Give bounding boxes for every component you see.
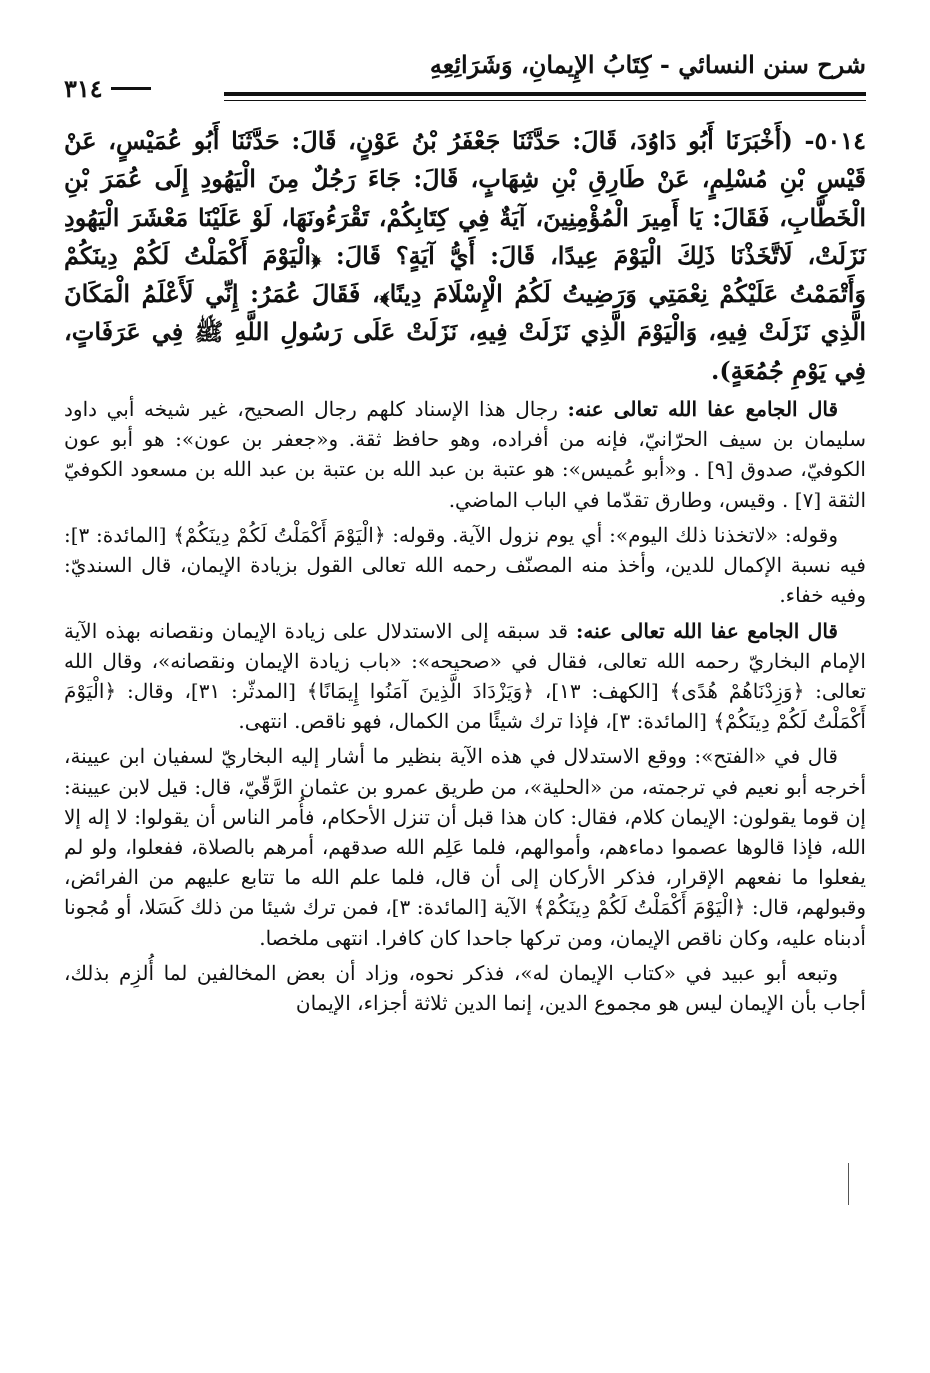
page-number-dash <box>111 87 151 90</box>
commentary-paragraph-4 <box>64 741 866 952</box>
commentary-text: رجال هذا الإسناد كلهم رجال الصحيح، غير شيخه أبي داود سليمان بن سيف الحرّانيّ، فإنه من أفراده، وهو حافظ ثقة. و«جعفر بن عون»: هو أبو عون الكوفيّ، صدوق [٩] . و«أبو عُميس»: هو عتبة بن عبد الله بن عتبة بن عبد الله بن مسعود الكوفيّ الثقة [٧] . وقيس، وطارق تقدّما في الباب الماضي. <box>64 397 867 512</box>
page-number-value: ٣١٤ <box>64 74 103 103</box>
commentary-text: قال في «الفتح»: ووقع الاستدلال في هذه الآية بنظير ما أشار إليه البخاريّ لسفيان ابن عيينة، أخرجه أبو نعيم في ترجمته، من «الحلية»، من طريق عمرو بن عثمان الرَّقّيّ، قال: قيل لابن عيينة: إن قوما يقولون: الإيمان كلام، فقال: كان هذا قبل أن تنزل الأحكام، فأُمر الناس أن يقولوا: لا إله إلا الله، فإذا قالوها عصموا دماءهم، وأموالهم، فلما عَلِم الله صدقهم، أمرهم بالصلاة، ففعلوا، ولو لم يفعلوا ما نفعهم الإقرار، فذكر الأركان إلى أن قال، فلما علم الله ما تتابع عليهم من الفرائض، وقبولهم، قال: ﴿الْيَوْمَ أَكْمَلْتُ لَكُمْ دِينَكُمْ﴾ الآية [المائدة: ٣]، فمن ترك شيئا من ذلك كَسَلا، أو مُجونا أدبناه عليه، وكان ناقص الإيمان، ومن تركها جاحدا كان كافرا. انتهى ملخصا. <box>64 744 866 950</box>
page-number <box>64 74 159 103</box>
page-body <box>64 122 866 1018</box>
running-title: شرح سنن النسائي - كِتَابُ الإِيمانِ، وَشَرَائِعِهِ <box>429 50 866 79</box>
commentary-text: وقوله: «لاتخذنا ذلك اليوم»: أي يوم نزول الآية. وقوله: ﴿الْيَوْمَ أَكْمَلْتُ لَكُمْ دِينَكُمْ﴾ [المائدة: ٣]: فيه نسبة الإكمال للدين، وأخذ منه المصنّف رحمه الله تعالى القول بزيادة الإيمان، قال السنديّ: وفيه خفاء. <box>64 522 866 608</box>
page-header <box>64 50 866 106</box>
header-rule-thick <box>224 92 866 96</box>
commentary-text: قد سبقه إلى الاستدلال على زيادة الإيمان ونقصانه بهذه الآية الإمام البخاريّ رحمه الله تعالى، فقال في «صحيحه»: «باب زيادة الإيمان ونقصانه»، وقال الله تعالى: ﴿وَزِدْنَاهُمْ هُدًى﴾ [الكهف: ١٣]، ﴿وَيَزْدَادَ الَّذِينَ آمَنُوا إِيمَانًا﴾ [المدثّر: ٣١]، وقال: ﴿الْيَوْمَ أَكْمَلْتُ لَكُمْ دِينَكُمْ﴾ [المائدة: ٣]، فإذا ترك شيئًا من الكمال، فهو ناقص. انتهى. <box>64 618 866 734</box>
header-rule-thin <box>224 100 866 101</box>
commentary-paragraph-3 <box>64 616 866 737</box>
commentary-paragraph-5 <box>64 958 866 1018</box>
hadith-text: ٥٠١٤- (أَخْبَرَنَا أَبُو دَاوُدَ، قَالَ: حَدَّثَنَا جَعْفَرُ بْنُ عَوْنٍ، قَالَ: حَدَّثَنَا أَبُو عُمَيْسٍ، عَنْ قَيْسِ بْنِ مُسْلِمٍ، عَنْ طَارِقِ بْنِ شِهَابٍ، قَالَ: جَاءَ رَجُلٌ مِنَ الْيَهُودِ إِلَى عُمَرَ بْنِ الْخَطَّابِ، فَقَالَ: يَا أَمِيرَ الْمُؤْمِنِينَ، آيَةٌ فِي كِتَابِكُمْ، تَقْرَءُونَهَا، لَوْ عَلَيْنَا مَعْشَرَ الْيَهُودِ نَزَلَتْ، لَاتَّخَذْنَا ذَلِكَ الْيَوْمَ عِيدًا، قَالَ: أَيُّ آيَةٍ؟ قَالَ: ﴿الْيَوْمَ أَكْمَلْتُ لَكُمْ دِينَكُمْ وَأَتْمَمْتُ عَلَيْكُمْ نِعْمَتِي وَرَضِيتُ لَكُمُ الْإِسْلَامَ دِينًا﴾، فَقَالَ عُمَرُ: إِنِّي لَأَعْلَمُ الْمَكَانَ الَّذِي نَزَلَتْ فِيهِ، وَالْيَوْمَ الَّذِي نَزَلَتْ فِيهِ، نَزَلَتْ عَلَى رَسُولِ اللَّهِ ﷺ فِي عَرَفَاتٍ، فِي يَوْمِ جُمُعَةٍ). <box>64 126 866 385</box>
commentary-paragraph-2 <box>64 520 866 611</box>
commentary-lead: قال الجامع عفا الله تعالى عنه: <box>567 397 839 422</box>
commentary-lead: قال الجامع عفا الله تعالى عنه: <box>576 618 838 643</box>
commentary-text: وتبعه أبو عبيد في «كتاب الإيمان له»، فذكر نحوه، وزاد أن بعض المخالفين لما أُلزِم بذلك، أجاب بأن الإيمان ليس هو مجموع الدين، إنما الدين ثلاثة أجزاء، الإيمان <box>64 960 866 1015</box>
commentary-paragraph-1 <box>64 394 866 515</box>
margin-line <box>848 1163 849 1205</box>
